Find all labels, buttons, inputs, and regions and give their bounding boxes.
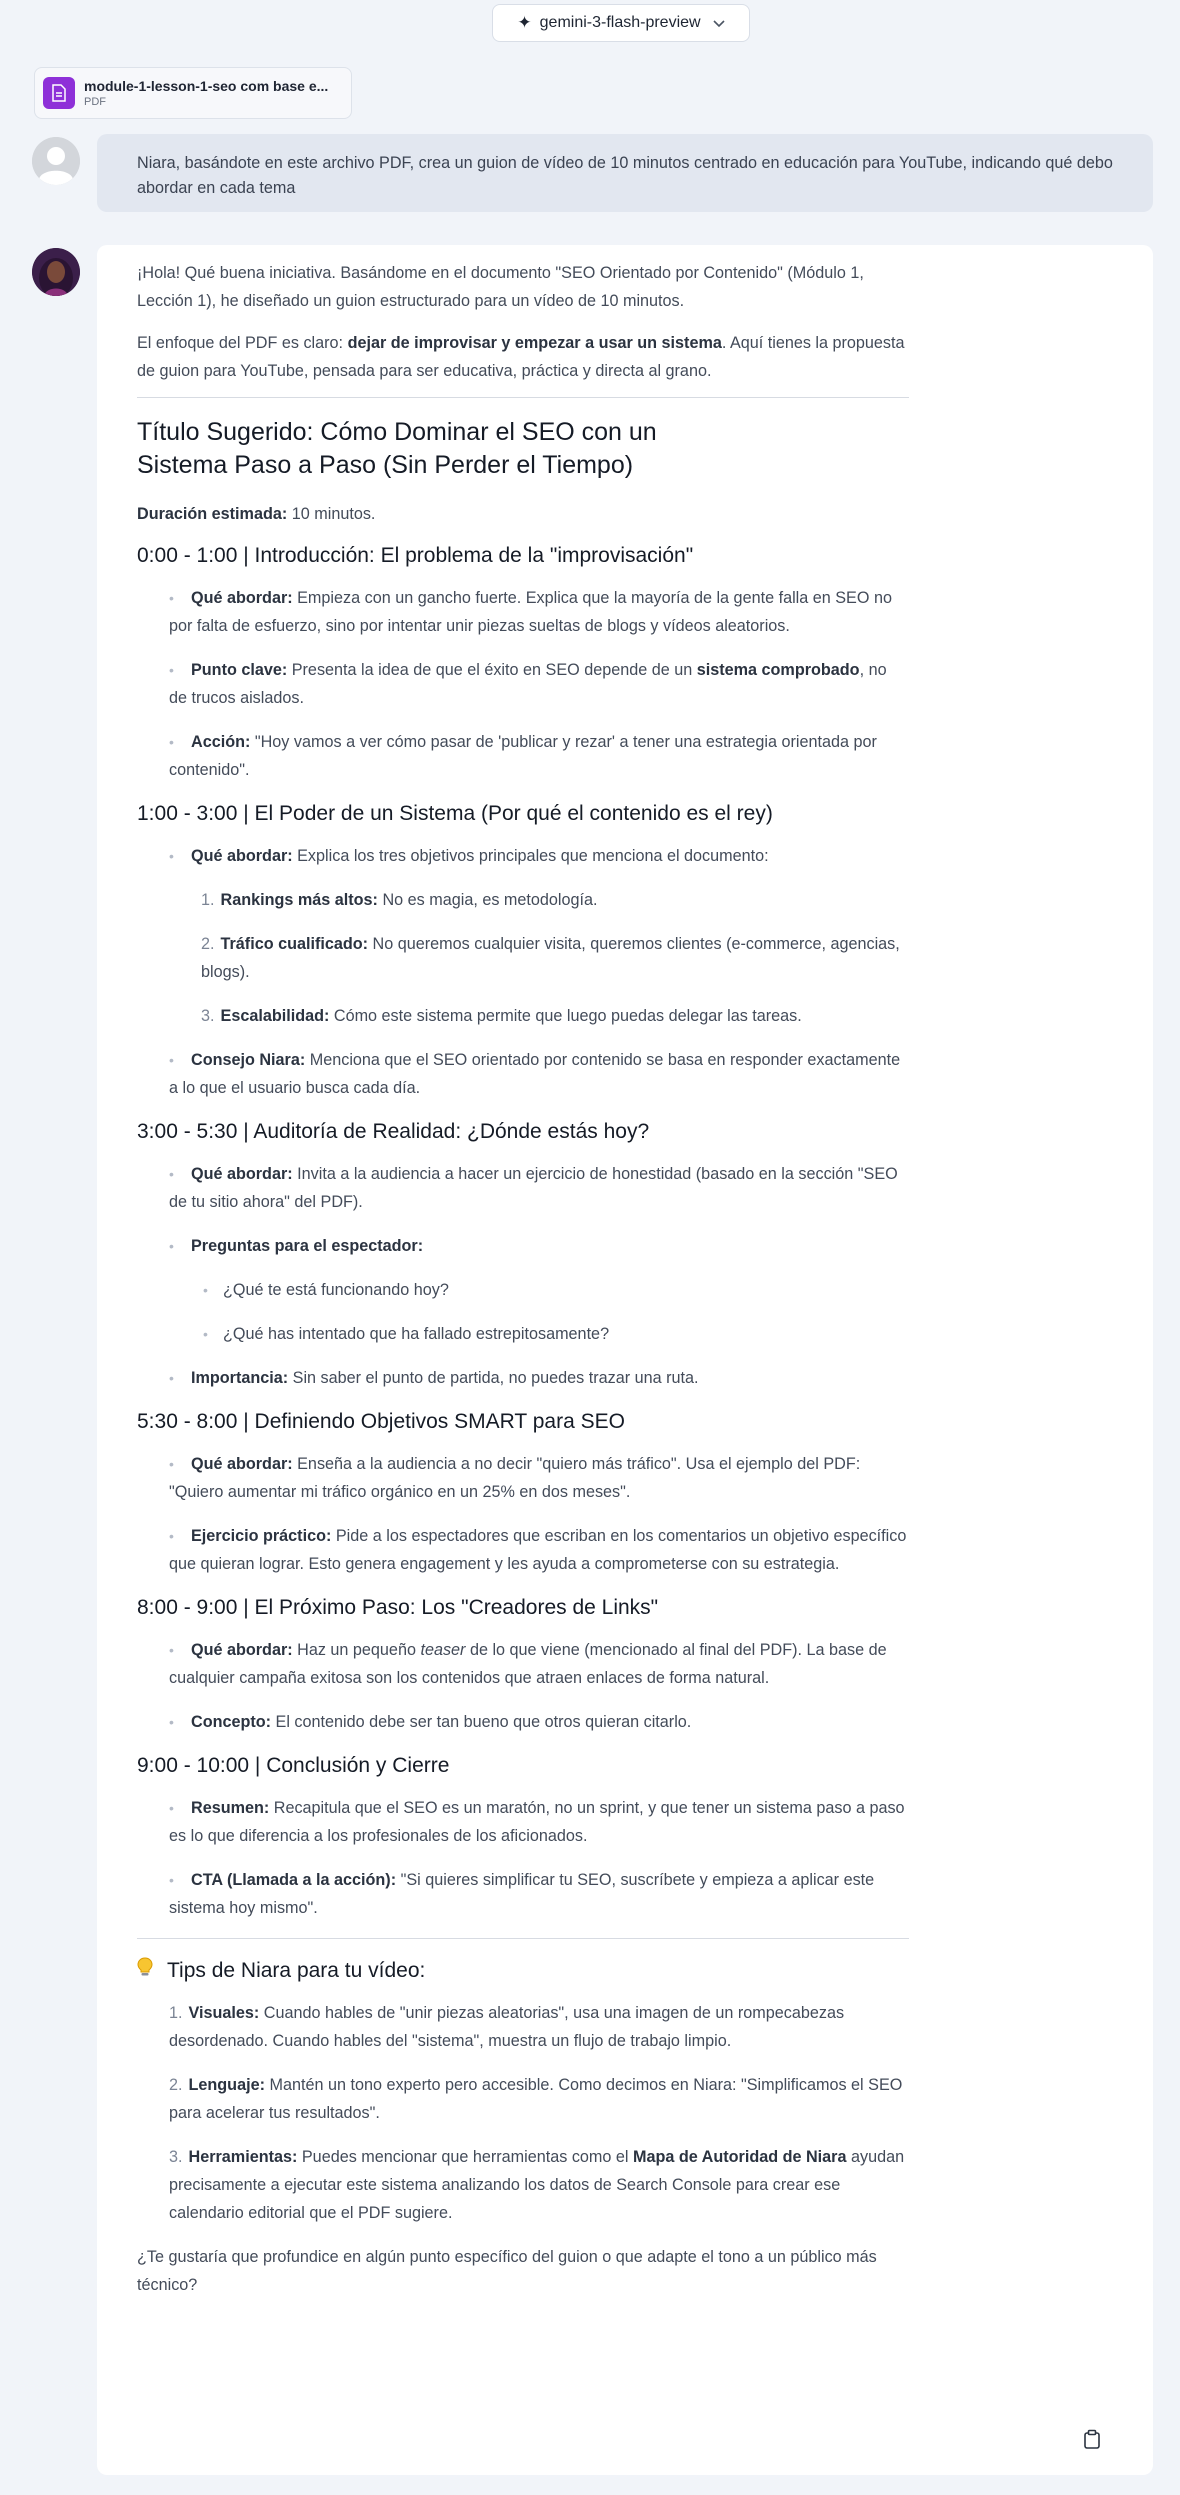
list-item: • Importancia: Sin saber el punto de partida, no puedes trazar una ruta. — [169, 1364, 909, 1392]
tips-heading: Tips de Niara para tu vídeo: — [137, 1957, 909, 1985]
attachment-name: module-1-lesson-1-seo com base e... — [84, 78, 329, 94]
section-heading: 8:00 - 9:00 | El Próximo Paso: Los "Creadores de Links" — [137, 1596, 659, 1619]
attachment-type: PDF — [84, 96, 106, 108]
section-heading: 3:00 - 5:30 | Auditoría de Realidad: ¿Dónde estás hoy? — [137, 1120, 650, 1143]
list-item: • Acción: "Hoy vamos a ver cómo pasar de 'publicar y rezar' a tener una estrategia orientada por contenido". — [169, 728, 909, 784]
attachment-card[interactable] — [34, 67, 352, 119]
list-item: • Qué abordar: Invita a la audiencia a hacer un ejercicio de honestidad (basado en la sección "SEO de tu sitio ahora" del PDF). — [169, 1160, 909, 1216]
closing-question: ¿Te gustaría que profundice en algún punto específico del guion o que adapte el tono a un público más técnico? — [137, 2248, 877, 2294]
tip-item: 1. Visuales: Cuando hables de "unir piezas aleatorias", usa una imagen de un rompecabezas desordenado. Cuando hables del "sistema", muestra un flujo de trabajo limpio. — [169, 2004, 845, 2050]
list-item: • Consejo Niara: Menciona que el SEO orientado por contenido se basa en responder exactamente a lo que el usuario busca cada día. — [169, 1046, 909, 1102]
list-item: • Punto clave: Presenta la idea de que el éxito en SEO depende de un sistema comprobado, no de trucos aislados. — [169, 656, 909, 712]
divider — [137, 397, 909, 398]
list-item: • Preguntas para el espectador: • ¿Qué te está funcionando hoy? • ¿Qué has intentado que ha fallado estrepitosamente? — [169, 1232, 909, 1348]
tip-item: 3. Herramientas: Puedes mencionar que herramientas como el Mapa de Autoridad de Niara ayudan precisamente a ejecutar este sistema analizando los datos de Search Console para crear ese calendario editorial que el PDF sugiere. — [169, 2148, 905, 2222]
lightbulb-icon — [137, 1957, 157, 1985]
script-title: Título Sugerido: Cómo Dominar el SEO con un Sistema Paso a Paso (Sin Perder el Tiempo) — [137, 418, 657, 479]
intro-paragraph-2: El enfoque del PDF es claro: dejar de improvisar y empezar a usar un sistema. Aquí tienes la propuesta de guion para YouTube, pensada para ser educativa, práctica y directa al grano. — [137, 334, 905, 380]
assistant-message — [97, 245, 1153, 2475]
document-icon — [43, 77, 75, 109]
user-message: Niara, basándote en este archivo PDF, crea un guion de vídeo de 10 minutos centrado en educación para YouTube, indicando qué debo abordar en cada tema — [97, 134, 1153, 212]
section-heading: 9:00 - 10:00 | Conclusión y Cierre — [137, 1754, 450, 1777]
list-item: • Qué abordar: Enseña a la audiencia a no decir "quiero más tráfico". Usa el ejemplo del PDF: "Quiero aumentar mi tráfico orgánico en un 25% en dos meses". — [169, 1450, 909, 1506]
sub-list-item: • ¿Qué te está funcionando hoy? — [203, 1276, 909, 1304]
model-selector[interactable] — [492, 4, 750, 42]
section-heading: 1:00 - 3:00 | El Poder de un Sistema (Por qué el contenido es el rey) — [137, 802, 773, 825]
list-item: • Qué abordar: Explica los tres objetivos principales que menciona el documento: 1. Rankings más altos: No es magia, es metodología. 2. Tráfico cualificado: No queremos cualquier visita, queremos clientes (e-commerce, agencias, blogs). 3. Escalabilidad: Cómo este sistema permite que luego puedas delegar las tareas. — [169, 842, 909, 1030]
user-avatar — [32, 137, 80, 185]
tip-item: 2. Lenguaje: Mantén un tono experto pero accesible. Como decimos en Niara: "Simplificamos el SEO para acelerar tus resultados". — [169, 2076, 903, 2122]
list-item: • Concepto: El contenido debe ser tan bueno que otros quieran citarlo. — [169, 1708, 909, 1736]
sparkle-icon: ✦ — [517, 13, 532, 32]
chevron-down-icon — [713, 15, 725, 31]
list-item: • Resumen: Recapitula que el SEO es un maratón, no un sprint, y que tener un sistema paso a paso es lo que diferencia a los profesionales de los aficionados. — [169, 1794, 909, 1850]
copy-icon[interactable] — [1083, 2429, 1103, 2451]
divider — [137, 1938, 909, 1939]
intro-paragraph: ¡Hola! Qué buena iniciativa. Basándome en el documento "SEO Orientado por Contenido" (Módulo 1, Lección 1), he diseñado un guion estructurado para un vídeo de 10 minutos. — [137, 264, 864, 310]
numbered-item: 1. Rankings más altos: No es magia, es metodología. — [201, 891, 598, 909]
numbered-item: 3. Escalabilidad: Cómo este sistema permite que luego puedas delegar las tareas. — [201, 1007, 802, 1025]
section-heading: 0:00 - 1:00 | Introducción: El problema de la "improvisación" — [137, 544, 694, 567]
numbered-item: 2. Tráfico cualificado: No queremos cualquier visita, queremos clientes (e-commerce, agencias, blogs). — [201, 935, 900, 981]
section-heading: 5:30 - 8:00 | Definiendo Objetivos SMART para SEO — [137, 1410, 625, 1433]
model-label: gemini-3-flash-preview — [539, 14, 701, 31]
list-item: • Ejercicio práctico: Pide a los espectadores que escriban en los comentarios un objetivo específico que quieran lograr. Esto genera engagement y les ayuda a comprometerse con su estrategia. — [169, 1522, 909, 1578]
list-item: • CTA (Llamada a la acción): "Si quieres simplificar tu SEO, suscríbete y empieza a aplicar este sistema hoy mismo". — [169, 1866, 909, 1922]
sub-list-item: • ¿Qué has intentado que ha fallado estrepitosamente? — [203, 1320, 909, 1348]
duration: Duración estimada: 10 minutos. — [137, 505, 376, 523]
list-item: • Qué abordar: Empieza con un gancho fuerte. Explica que la mayoría de la gente falla en SEO no por falta de esfuerzo, sino por intentar unir piezas sueltas de blogs y vídeos aleatorios. — [169, 584, 909, 640]
assistant-avatar — [32, 248, 80, 296]
list-item: • Qué abordar: Haz un pequeño teaser de lo que viene (mencionado al final del PDF). La base de cualquier campaña exitosa son los contenidos que atraen enlaces de forma natural. — [169, 1636, 909, 1692]
